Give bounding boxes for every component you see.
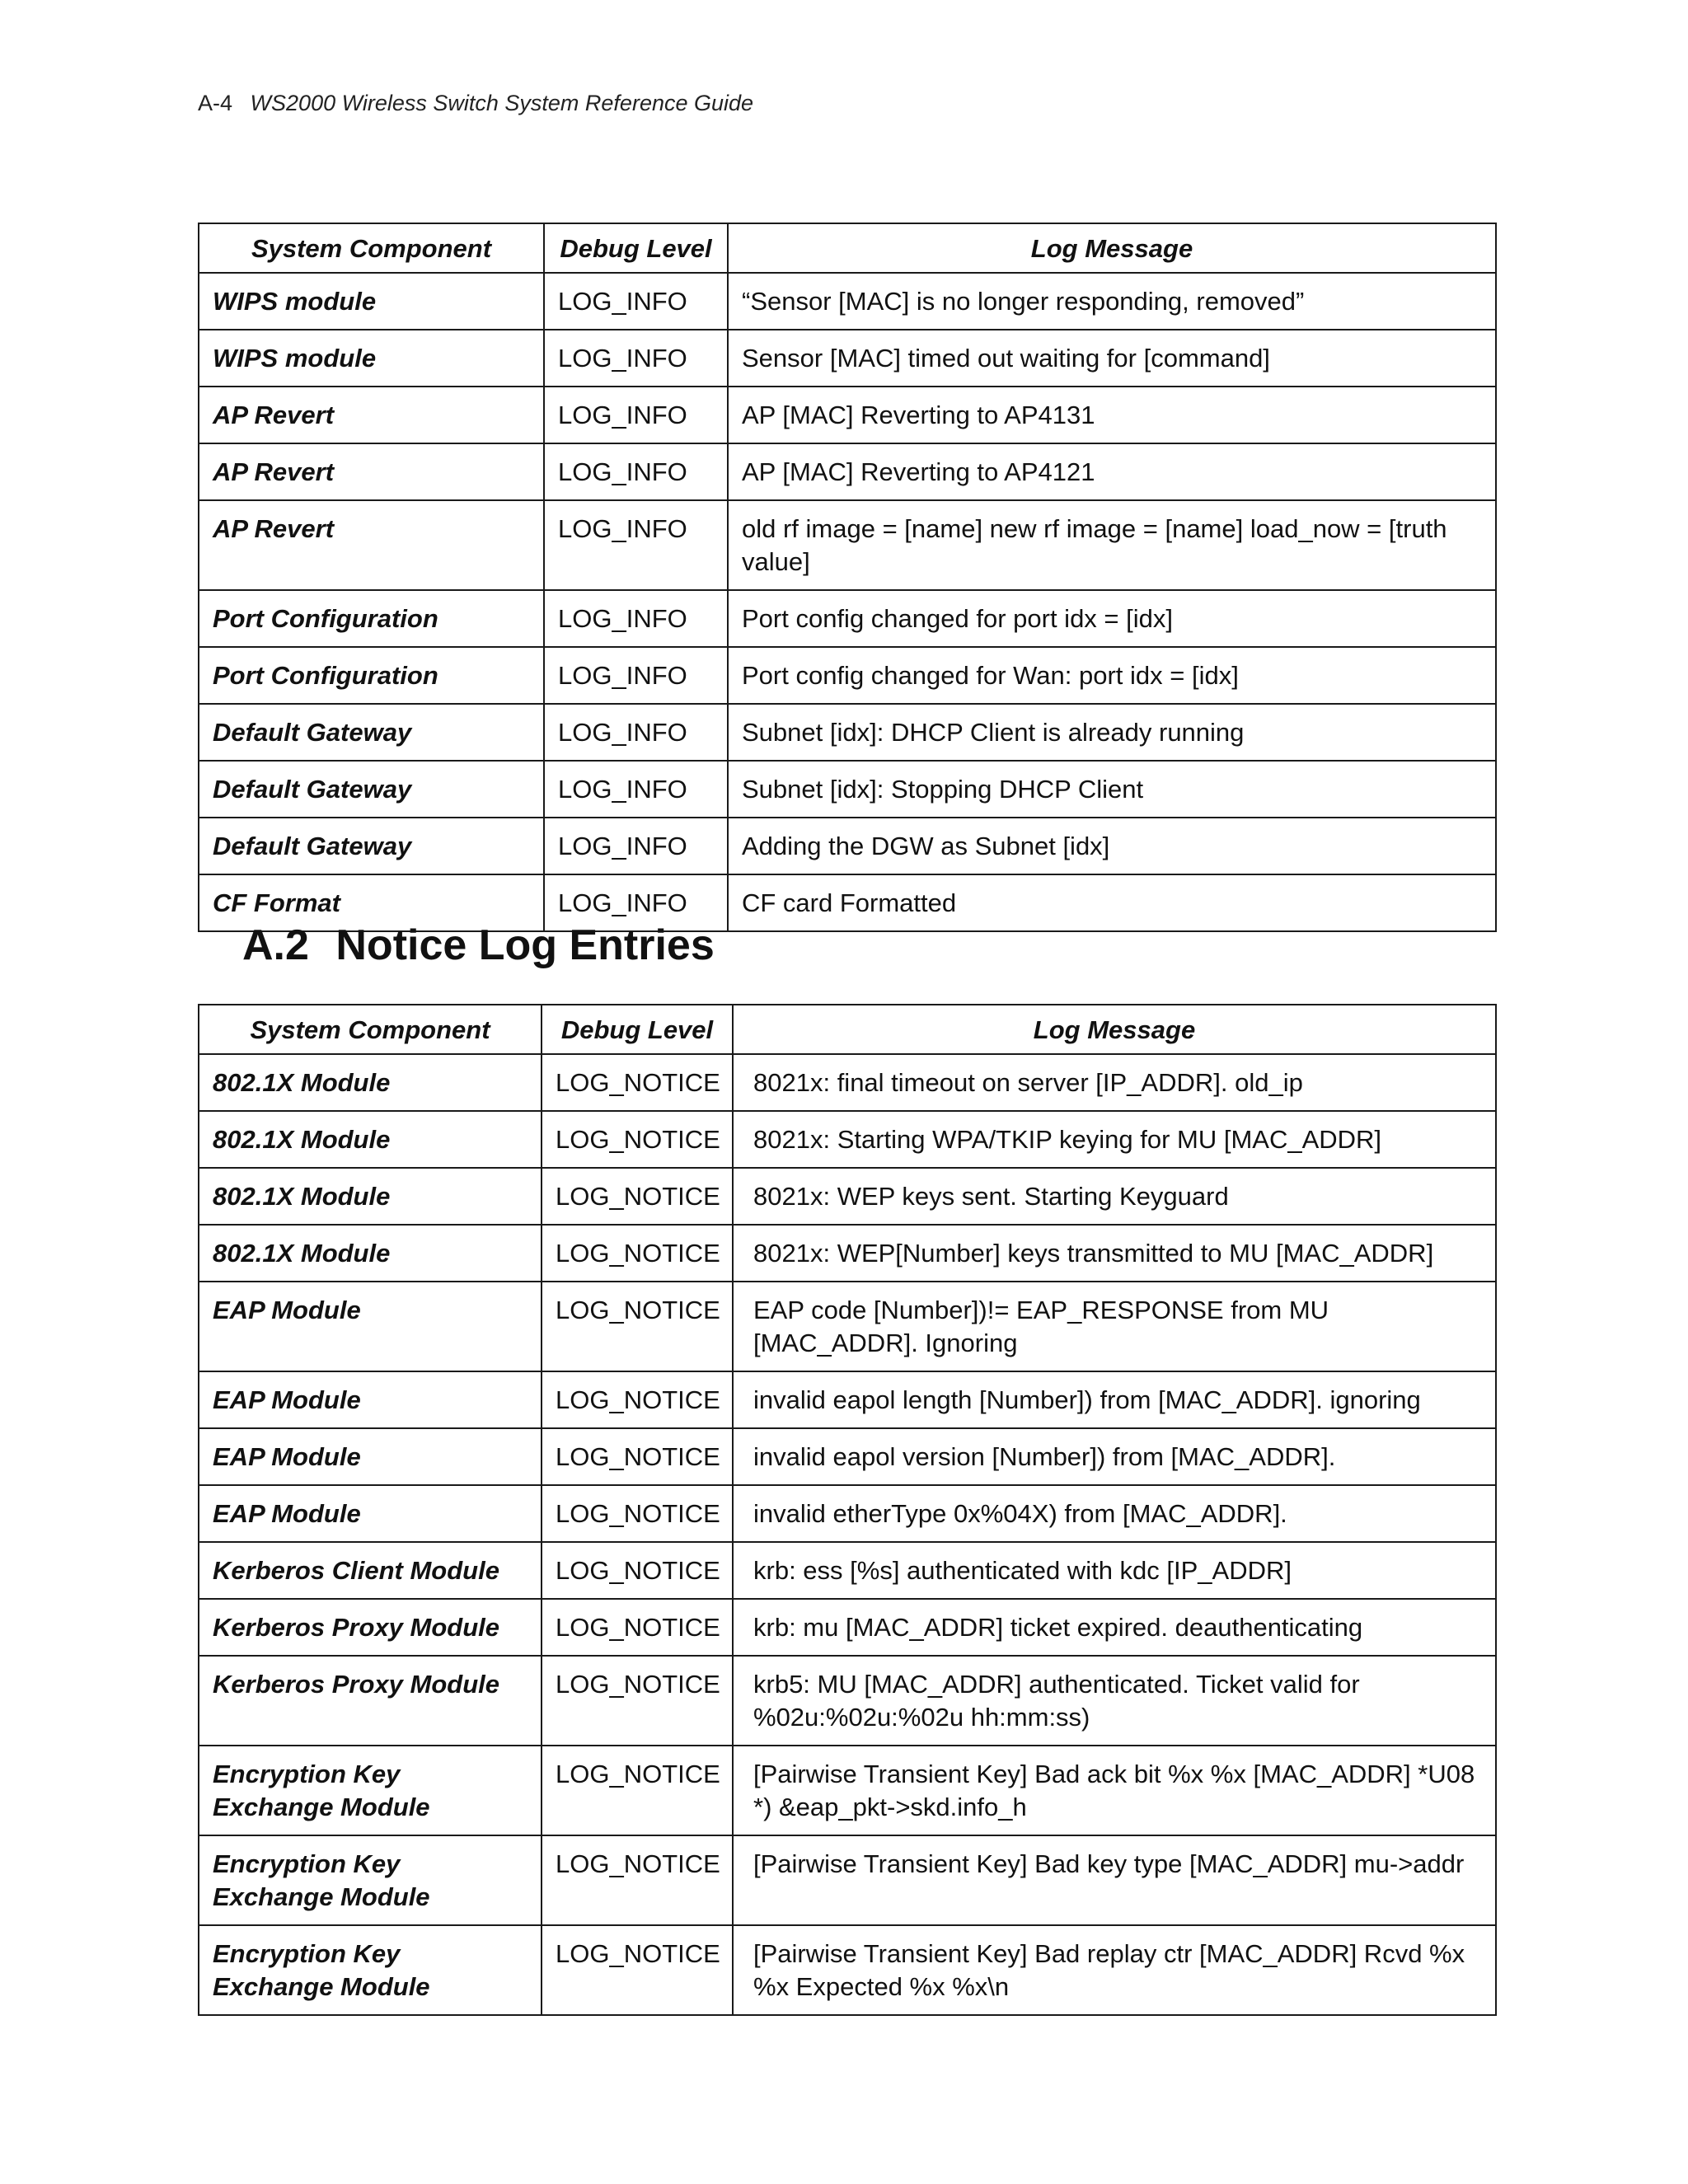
section-title: Notice Log Entries [335,921,715,969]
log-message-cell: “Sensor [MAC] is no longer responding, removed” [728,273,1496,330]
table-row [199,1054,1496,1111]
debug-level-cell: LOG_NOTICE [542,1168,733,1225]
section-number: A.2 [242,921,309,969]
system-component-cell: Encryption Key Exchange Module [199,1925,542,2015]
debug-level-cell: LOG_INFO [544,647,728,704]
table-row [199,1225,1496,1282]
table-header [199,223,1496,273]
table-header [199,1005,1496,1054]
table-header-row [199,1005,1496,1054]
system-component-cell: Kerberos Client Module [199,1542,542,1599]
log-message-cell: EAP code [Number])!= EAP_RESPONSE from MU [MAC_ADDR]. Ignoring [733,1282,1496,1371]
section-heading [242,921,715,970]
debug-level-cell: LOG_INFO [544,443,728,500]
table-row [199,590,1496,647]
table-row [199,818,1496,874]
system-component-cell: 802.1X Module [199,1111,542,1168]
table-row [199,1925,1496,2015]
log-message-cell: Adding the DGW as Subnet [idx] [728,818,1496,874]
system-component-cell: AP Revert [199,500,544,590]
system-component-cell: WIPS module [199,273,544,330]
debug-level-cell: LOG_NOTICE [542,1371,733,1428]
system-component-cell: 802.1X Module [199,1225,542,1282]
system-component-cell: EAP Module [199,1485,542,1542]
system-component-cell: Port Configuration [199,590,544,647]
system-component-cell: Encryption Key Exchange Module [199,1835,542,1925]
column-header-log-message: Log Message [728,223,1496,273]
debug-level-cell: LOG_INFO [544,500,728,590]
log-message-cell: AP [MAC] Reverting to AP4131 [728,387,1496,443]
table-row [199,1599,1496,1656]
info-log-table [198,223,1497,932]
table-row [199,273,1496,330]
log-message-cell: 8021x: WEP keys sent. Starting Keyguard [733,1168,1496,1225]
debug-level-cell: LOG_INFO [544,273,728,330]
log-message-cell: [Pairwise Transient Key] Bad replay ctr [MAC_ADDR] Rcvd %x %x Expected %x %x\n [733,1925,1496,2015]
table-row [199,1485,1496,1542]
debug-level-cell: LOG_NOTICE [542,1485,733,1542]
debug-level-cell: LOG_NOTICE [542,1599,733,1656]
system-component-cell: EAP Module [199,1428,542,1485]
table-row [199,1111,1496,1168]
debug-level-cell: LOG_INFO [544,818,728,874]
system-component-cell: Default Gateway [199,761,544,818]
guide-title: WS2000 Wireless Switch System Reference Guide [250,91,754,115]
page-number: A-4 [198,91,233,115]
log-message-cell: Subnet [idx]: Stopping DHCP Client [728,761,1496,818]
table-row [199,1371,1496,1428]
debug-level-cell: LOG_INFO [544,590,728,647]
running-header [198,91,753,116]
table-row [199,1282,1496,1371]
table-row [199,1542,1496,1599]
column-header-system-component: System Component [199,1005,542,1054]
table-row [199,1428,1496,1485]
log-message-cell: AP [MAC] Reverting to AP4121 [728,443,1496,500]
table-row [199,1168,1496,1225]
log-message-cell: krb5: MU [MAC_ADDR] authenticated. Ticket valid for %02u:%02u:%02u hh:mm:ss) [733,1656,1496,1746]
system-component-cell: Port Configuration [199,647,544,704]
debug-level-cell: LOG_NOTICE [542,1542,733,1599]
system-component-cell: 802.1X Module [199,1054,542,1111]
system-component-cell: Kerberos Proxy Module [199,1656,542,1746]
log-message-cell: [Pairwise Transient Key] Bad key type [MAC_ADDR] mu->addr [733,1835,1496,1925]
debug-level-cell: LOG_INFO [544,874,728,931]
system-component-cell: Encryption Key Exchange Module [199,1746,542,1835]
table-row [199,1746,1496,1835]
system-component-cell: Default Gateway [199,704,544,761]
table-body [199,1054,1496,2015]
system-component-cell: EAP Module [199,1282,542,1371]
debug-level-cell: LOG_NOTICE [542,1111,733,1168]
debug-level-cell: LOG_NOTICE [542,1656,733,1746]
log-message-cell: 8021x: final timeout on server [IP_ADDR]. old_ip [733,1054,1496,1111]
debug-level-cell: LOG_INFO [544,761,728,818]
debug-level-cell: LOG_NOTICE [542,1746,733,1835]
column-header-debug-level: Debug Level [544,223,728,273]
log-message-cell: Port config changed for port idx = [idx] [728,590,1496,647]
table-row [199,500,1496,590]
table-row [199,704,1496,761]
log-message-cell: invalid eapol length [Number]) from [MAC_ADDR]. ignoring [733,1371,1496,1428]
system-component-cell: Default Gateway [199,818,544,874]
log-message-cell: old rf image = [name] new rf image = [name] load_now = [truth value] [728,500,1496,590]
log-message-cell: 8021x: WEP[Number] keys transmitted to MU [MAC_ADDR] [733,1225,1496,1282]
column-header-system-component: System Component [199,223,544,273]
system-component-cell: EAP Module [199,1371,542,1428]
table-row [199,443,1496,500]
table-body [199,273,1496,931]
column-header-debug-level: Debug Level [542,1005,733,1054]
debug-level-cell: LOG_INFO [544,387,728,443]
debug-level-cell: LOG_NOTICE [542,1054,733,1111]
log-message-cell: krb: ess [%s] authenticated with kdc [IP_ADDR] [733,1542,1496,1599]
log-message-cell: invalid etherType 0x%04X) from [MAC_ADDR]. [733,1485,1496,1542]
debug-level-cell: LOG_NOTICE [542,1925,733,2015]
log-message-cell: CF card Formatted [728,874,1496,931]
column-header-log-message: Log Message [733,1005,1496,1054]
log-message-cell: Sensor [MAC] timed out waiting for [command] [728,330,1496,387]
debug-level-cell: LOG_NOTICE [542,1835,733,1925]
system-component-cell: WIPS module [199,330,544,387]
table-row [199,1835,1496,1925]
system-component-cell: Kerberos Proxy Module [199,1599,542,1656]
log-message-cell: Port config changed for Wan: port idx = [idx] [728,647,1496,704]
table-row [199,330,1496,387]
table-row [199,1656,1496,1746]
table-row [199,647,1496,704]
log-message-cell: [Pairwise Transient Key] Bad ack bit %x %x [MAC_ADDR] *U08 *) &eap_pkt->skd.info_h [733,1746,1496,1835]
table-row [199,387,1496,443]
log-message-cell: Subnet [idx]: DHCP Client is already running [728,704,1496,761]
notice-log-table [198,1004,1497,2016]
system-component-cell: CF Format [199,874,544,931]
table-row [199,761,1496,818]
debug-level-cell: LOG_NOTICE [542,1282,733,1371]
log-message-cell: krb: mu [MAC_ADDR] ticket expired. deauthenticating [733,1599,1496,1656]
system-component-cell: AP Revert [199,443,544,500]
system-component-cell: 802.1X Module [199,1168,542,1225]
debug-level-cell: LOG_INFO [544,330,728,387]
debug-level-cell: LOG_NOTICE [542,1428,733,1485]
table-header-row [199,223,1496,273]
debug-level-cell: LOG_INFO [544,704,728,761]
log-message-cell: 8021x: Starting WPA/TKIP keying for MU [MAC_ADDR] [733,1111,1496,1168]
system-component-cell: AP Revert [199,387,544,443]
log-message-cell: invalid eapol version [Number]) from [MAC_ADDR]. [733,1428,1496,1485]
debug-level-cell: LOG_NOTICE [542,1225,733,1282]
